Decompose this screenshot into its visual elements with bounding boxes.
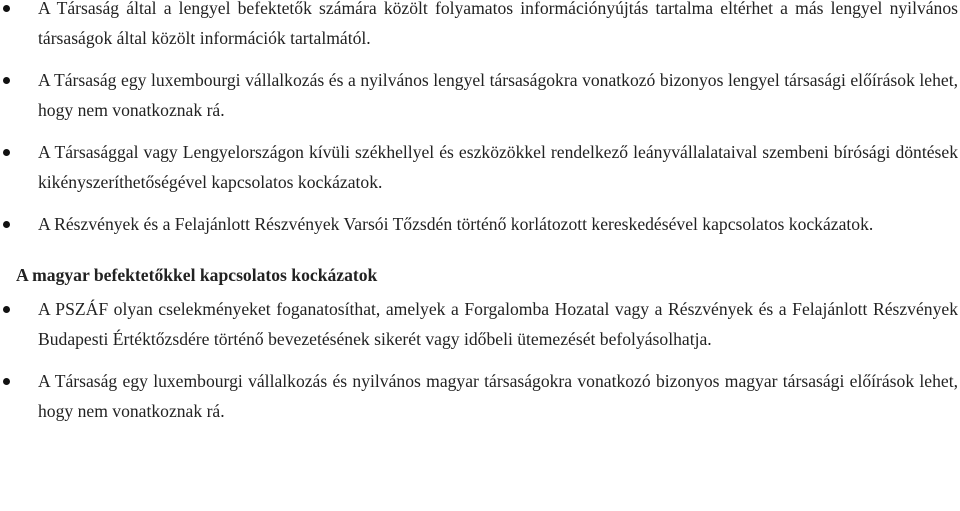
bullet-icon — [3, 77, 10, 84]
bullet-item — [0, 294, 960, 354]
bullet-icon — [3, 221, 10, 228]
bullet-item — [0, 137, 960, 197]
bullet-text: A Társaság egy luxembourgi vállalkozás és a nyilvános lengyel társaságokra vonatkozó bizonyos lengyel társasági előírások lehet, hogy nem vonatkoznak rá. — [38, 70, 958, 120]
bullet-text: A PSZÁF olyan cselekményeket foganatosíthat, amelyek a Forgalomba Hozatal vagy a Részvények és a Felajánlott Részvények Budapesti Értéktőzsdére történő bevezetésének sikerét vagy időbeli ütemezését befolyásolhatja. — [38, 299, 958, 349]
bullet-text: A Társaság egy luxembourgi vállalkozás és nyilvános magyar társaságokra vonatkozó bizonyos magyar társasági előírások lehet, hogy nem vonatkoznak rá. — [38, 371, 958, 421]
bullet-icon — [3, 5, 10, 12]
bullet-item — [0, 0, 960, 53]
bullet-icon — [3, 149, 10, 156]
bullet-item — [0, 209, 960, 239]
bullet-item — [0, 65, 960, 125]
bullet-text: A Részvények és a Felajánlott Részvények Varsói Tőzsdén történő korlátozott kereskedésével kapcsolatos kockázatok. — [38, 214, 874, 234]
bullet-item — [0, 366, 960, 426]
bullet-text: A Társasággal vagy Lengyelországon kívüli székhellyel és eszközökkel rendelkező leányvállalataival szembeni bírósági döntések kikényszeríthetőségével kapcsolatos kockázatok. — [38, 142, 958, 192]
bullet-text: A Társaság által a lengyel befektetők számára közölt folyamatos információnyújtás tartalma eltérhet a más lengyel nyilvános társaságok által közölt információk tartalmától. — [38, 0, 958, 48]
bullet-icon — [3, 306, 10, 313]
section-heading: A magyar befektetőkkel kapcsolatos kockázatok — [16, 265, 378, 285]
bullet-icon — [3, 378, 10, 385]
